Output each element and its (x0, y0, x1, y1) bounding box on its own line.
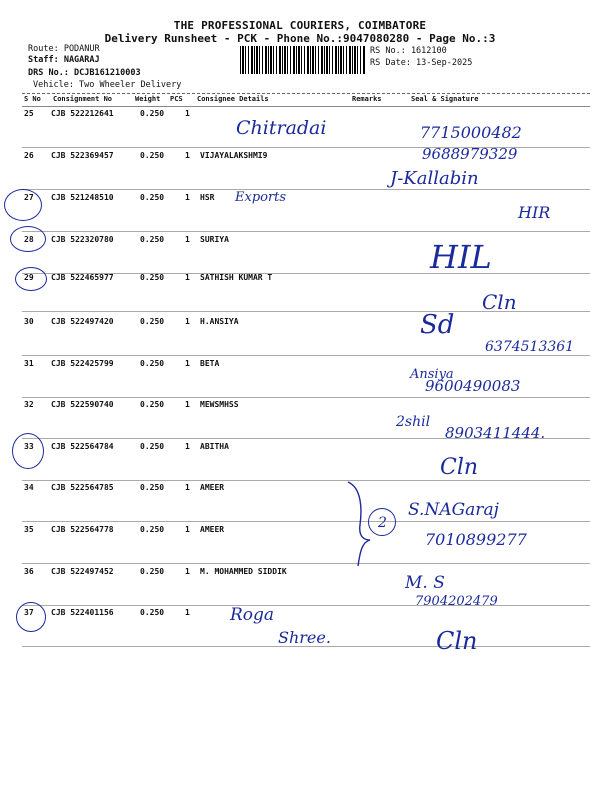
consignment-number: CJB 522497420 (51, 317, 114, 326)
consignment-number: CJB 522497452 (51, 567, 114, 576)
pieces: 1 (185, 235, 190, 244)
handwritten-name: Shree. (278, 628, 331, 647)
serial-number: 32 (24, 400, 34, 409)
serial-number: 25 (24, 109, 34, 118)
consignment-number: CJB 522465977 (51, 273, 114, 282)
consignment-number: CJB 522320780 (51, 235, 114, 244)
consignee-name: SATHISH KUMAR T (200, 273, 273, 282)
consignee-name: AMEER (200, 483, 225, 492)
consignment-number: CJB 522564778 (51, 525, 114, 534)
pieces: 1 (185, 317, 190, 326)
table-row (22, 231, 590, 274)
weight: 0.250 (140, 273, 165, 282)
rs-number: RS No.: 1612100 (370, 46, 447, 56)
handwritten-circle (16, 602, 46, 632)
table-row (22, 479, 590, 522)
consignee-name: BETA (200, 359, 220, 368)
consignment-number: CJB 522212641 (51, 109, 114, 118)
pieces: 1 (185, 442, 190, 451)
handwritten-signature: 2shil (396, 414, 431, 430)
col-consignment: Consignment No (53, 95, 113, 103)
handwritten-signature: HIL (430, 238, 492, 276)
pieces: 1 (185, 273, 190, 282)
runsheet-subtitle: Delivery Runsheet - PCK - Phone No.:9047080280 - Page No.:3 (104, 32, 496, 45)
staff: Staff: NAGARAJ (28, 55, 100, 65)
handwritten-phone: 8903411444. (445, 424, 546, 442)
handwritten-note: Exports (235, 190, 287, 205)
pieces: 1 (185, 608, 190, 617)
table-row (22, 438, 590, 481)
col-weight: Weight (135, 95, 161, 103)
handwritten-brace (340, 480, 380, 570)
handwritten-circle (4, 189, 42, 221)
pieces: 1 (185, 567, 190, 576)
consignment-number: CJB 522401156 (51, 608, 114, 617)
handwritten-name: Roga (230, 605, 275, 625)
handwritten-signature: M. S (405, 573, 445, 593)
pieces: 1 (185, 151, 190, 160)
consignee-name: VIJAYALAKSHMI9 (200, 151, 268, 160)
pieces: 1 (185, 359, 190, 368)
weight: 0.250 (140, 359, 165, 368)
handwritten-signature: Cln (440, 455, 479, 480)
weight: 0.250 (140, 317, 165, 326)
serial-number: 37 (24, 608, 34, 617)
serial-number: 31 (24, 359, 34, 368)
consignee-name: HSR (200, 193, 215, 202)
consignment-number: CJB 522564784 (51, 442, 114, 451)
consignee-name: SURIYA (200, 235, 229, 244)
handwritten-circle (10, 226, 46, 252)
col-signature: Seal & Signature (411, 95, 479, 103)
consignment-number: CJB 522590740 (51, 400, 114, 409)
col-consignee: Consignee Details (197, 95, 269, 103)
pieces: 1 (185, 525, 190, 534)
consignee-name: H.ANSIYA (200, 317, 239, 326)
handwritten-phone: 7010899277 (425, 530, 527, 549)
pieces: 1 (185, 109, 190, 118)
rs-date: RS Date: 13-Sep-2025 (370, 58, 473, 68)
vehicle: Vehicle: Two Wheeler Delivery (33, 80, 182, 90)
consignee-name: M. MOHAMMED SIDDIK (200, 567, 287, 576)
runsheet-title: THE PROFESSIONAL COURIERS, COIMBATORE (173, 19, 427, 32)
serial-number: 30 (24, 317, 34, 326)
serial-number: 36 (24, 567, 34, 576)
weight: 0.250 (140, 442, 165, 451)
handwritten-signature: Sd (420, 310, 455, 340)
handwritten-phone: 9600490083 (425, 377, 521, 395)
consignment-number: CJB 522564785 (51, 483, 114, 492)
handwritten-signature: Ansiya (410, 367, 454, 382)
handwritten-name: Chitradai (236, 117, 327, 139)
serial-number: 26 (24, 151, 34, 160)
weight: 0.250 (140, 109, 165, 118)
pieces: 1 (185, 483, 190, 492)
handwritten-signature: J-Kallabin (390, 168, 479, 189)
handwritten-phone: 9688979329 (422, 145, 518, 163)
consignee-name: MEWSMHSS (200, 400, 239, 409)
handwritten-phone: 6374513361 (485, 339, 575, 355)
consignee-name: ABITHA (200, 442, 229, 451)
handwritten-circle (15, 267, 47, 291)
serial-number: 34 (24, 483, 34, 492)
pieces: 1 (185, 400, 190, 409)
weight: 0.250 (140, 235, 165, 244)
handwritten-circle (12, 433, 44, 469)
consignment-number: CJB 521248510 (51, 193, 114, 202)
handwritten-signature: Cln (482, 290, 517, 314)
col-remarks: Remarks (352, 95, 382, 103)
weight: 0.250 (140, 608, 165, 617)
consignment-number: CJB 522369457 (51, 151, 114, 160)
weight: 0.250 (140, 525, 165, 534)
pieces: 1 (185, 193, 190, 202)
table-row (22, 189, 590, 232)
serial-number: 35 (24, 525, 34, 534)
serial-number: 27 (24, 193, 34, 202)
handwritten-signature: Cln (436, 627, 478, 655)
consignment-number: CJB 522425799 (51, 359, 114, 368)
table-row (22, 563, 590, 606)
handwritten-signature: HIR (518, 203, 551, 222)
serial-number: 28 (24, 235, 34, 244)
weight: 0.250 (140, 151, 165, 160)
barcode (240, 46, 366, 74)
col-pcs: PCS (170, 95, 183, 103)
col-sno: S No (24, 95, 41, 103)
serial-number: 29 (24, 273, 34, 282)
weight: 0.250 (140, 567, 165, 576)
handwritten-mark: 2 (378, 515, 387, 531)
consignee-name: AMEER (200, 525, 225, 534)
weight: 0.250 (140, 193, 165, 202)
serial-number: 33 (24, 442, 34, 451)
handwritten-signature: S.NAGaraj (408, 500, 499, 520)
handwritten-phone: 7904202479 (415, 594, 498, 609)
handwritten-phone: 7715000482 (420, 123, 522, 142)
weight: 0.250 (140, 400, 165, 409)
route: Route: PODANUR (28, 44, 100, 54)
weight: 0.250 (140, 483, 165, 492)
drs-number: DRS No.: DCJB161210003 (28, 68, 141, 78)
